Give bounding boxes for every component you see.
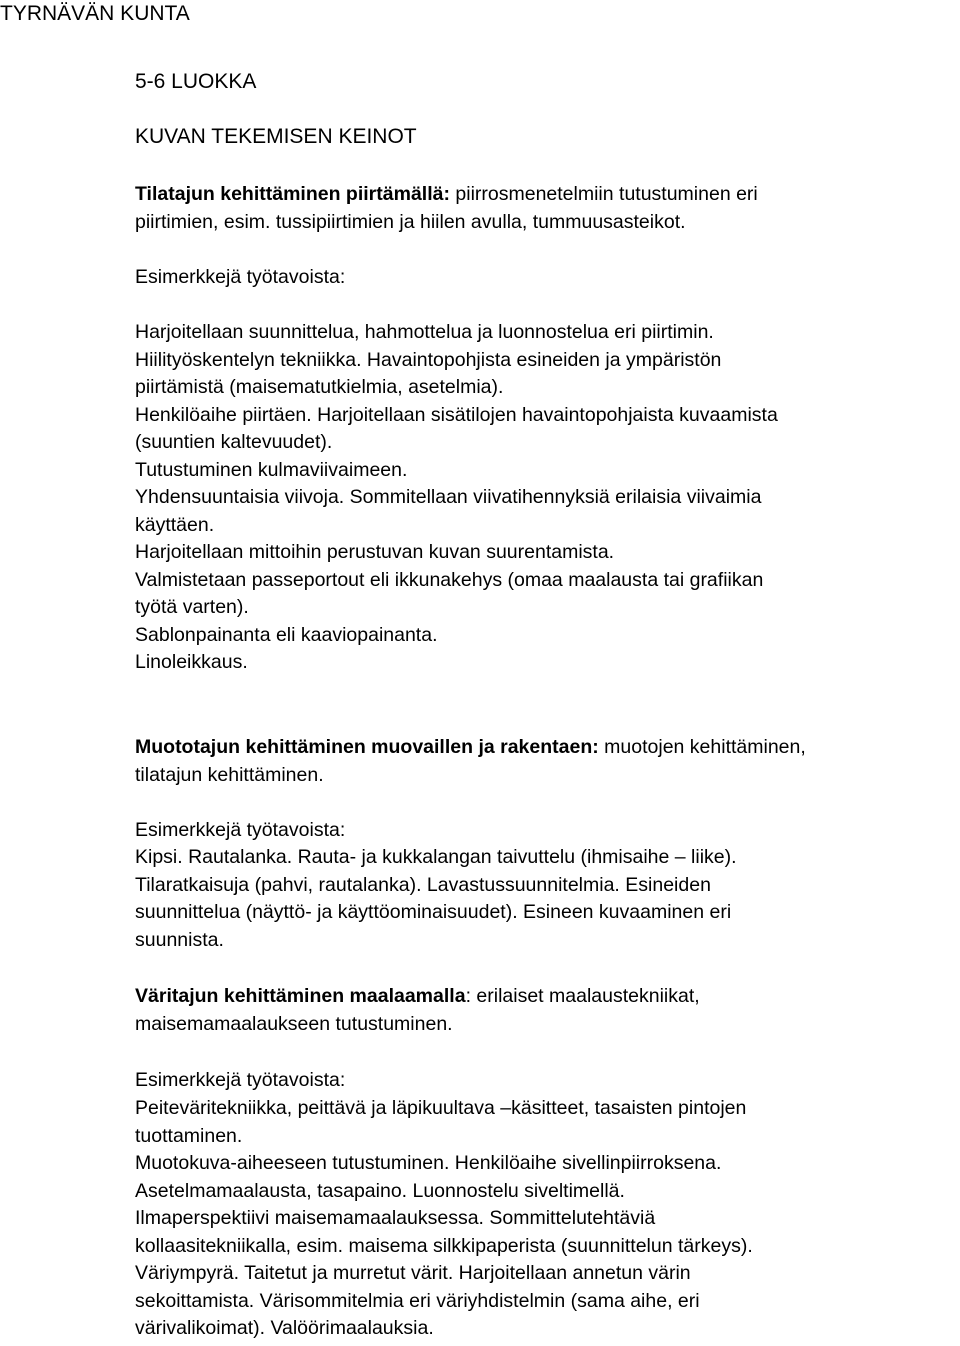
example-line: työtä varten). <box>135 596 249 618</box>
section-sculpting <box>135 734 960 789</box>
section-sculpting-intro-text: muotojen kehittäminen, <box>598 736 806 758</box>
example-line: Väriympyrä. Taitetut ja murretut värit. Harjoitellaan annetun värin <box>135 1262 691 1284</box>
section-painting <box>135 983 960 1038</box>
example-line: Tutustuminen kulmaviivaimeen. <box>135 458 408 481</box>
section-drawing-title: Tilatajun kehittäminen piirtämällä: <box>135 183 450 205</box>
example-line: Harjoitellaan mittoihin perustuvan kuvan suurentamista. <box>135 541 615 563</box>
section-sculpting-examples-label: Esimerkkejä työtavoista: <box>135 819 346 841</box>
example-line: Tilaratkaisuja (pahvi, rautalanka). Lavastussuunnitelmia. Esineiden <box>135 873 711 896</box>
example-line: sekoittamista. Värisommitelmia eri väriyhdistelmin (sama aihe, eri <box>135 1289 700 1312</box>
section-painting-intro <box>135 983 960 1011</box>
example-line: Ilmaperspektiivi maisemamaalauksessa. Sommittelutehtäviä <box>135 1207 656 1229</box>
section-drawing-examples-label: Esimerkkejä työtavoista: <box>135 266 346 288</box>
section-sculpting-intro-line2: tilatajun kehittäminen. <box>135 763 324 786</box>
section-painting-examples <box>135 1095 960 1343</box>
section-sculpting-title: Muototajun kehittäminen muovaillen ja rakentaen: <box>135 736 599 758</box>
municipality-header: TYRNÄVÄN KUNTA <box>0 2 190 25</box>
page-title: KUVAN TEKEMISEN KEINOT <box>135 125 417 148</box>
example-line: piirtämistä (maisematutkielmia, asetelmia). <box>135 376 504 398</box>
section-drawing <box>135 181 960 236</box>
section-painting-examples-label: Esimerkkejä työtavoista: <box>135 1069 346 1091</box>
example-line: Muotokuva-aiheeseen tutustuminen. Henkilöaihe sivellinpiirroksena. <box>135 1152 722 1174</box>
example-line: Valmistetaan passeportout eli ikkunakehys (omaa maalausta tai grafiikan <box>135 568 764 591</box>
example-line: Harjoitellaan suunnittelua, hahmottelua ja luonnostelua eri piirtimin. <box>135 321 714 343</box>
example-line: suunnittelua (näyttö- ja käyttöominaisuudet). Esineen kuvaaminen eri <box>135 901 732 923</box>
example-line: Linoleikkaus. <box>135 651 248 673</box>
section-drawing-examples <box>135 319 960 677</box>
example-line: Henkilöaihe piirtäen. Harjoitellaan sisätilojen havaintopohjaista kuvaamista <box>135 403 778 426</box>
example-line: suunnista. <box>135 928 224 951</box>
example-line: Sablonpainanta eli kaaviopainanta. <box>135 623 438 646</box>
section-painting-title: Väritajun kehittäminen maalaamalla <box>135 985 466 1007</box>
example-line: Asetelmamaalausta, tasapaino. Luonnostelu siveltimellä. <box>135 1179 625 1202</box>
example-line: tuottaminen. <box>135 1124 243 1147</box>
section-painting-intro-line2: maisemamaalaukseen tutustuminen. <box>135 1012 453 1035</box>
section-painting-intro-text: : erilaiset maalaustekniikat, <box>465 985 700 1007</box>
section-drawing-intro <box>135 181 960 209</box>
example-line: käyttäen. <box>135 513 215 536</box>
section-drawing-intro-line2: piirtimien, esim. tussipiirtimien ja hiilen avulla, tummuusasteikot. <box>135 210 686 233</box>
section-sculpting-examples <box>135 844 960 954</box>
grade-heading: 5-6 LUOKKA <box>135 70 257 93</box>
example-line: värivalikoimat). Valöörimaalauksia. <box>135 1317 434 1339</box>
example-line: Yhdensuuntaisia viivoja. Sommitellaan viivatihennyksiä erilaisia viivaimia <box>135 486 762 508</box>
example-line: (suuntien kaltevuudet). <box>135 431 333 453</box>
example-line: Hiilityöskentelyn tekniikka. Havaintopohjista esineiden ja ympäristön <box>135 348 722 371</box>
section-sculpting-intro <box>135 734 960 762</box>
example-line: kollaasitekniikalla, esim. maisema silkkipaperista (suunnittelun tärkeys). <box>135 1234 753 1257</box>
example-line: Kipsi. Rautalanka. Rauta- ja kukkalangan taivuttelu (ihmisaihe – liike). <box>135 846 737 868</box>
example-line: Peiteväritekniikka, peittävä ja läpikuultava –käsitteet, tasaisten pintojen <box>135 1097 747 1119</box>
section-drawing-intro-text: piirrosmenetelmiin tutustuminen eri <box>449 183 758 205</box>
